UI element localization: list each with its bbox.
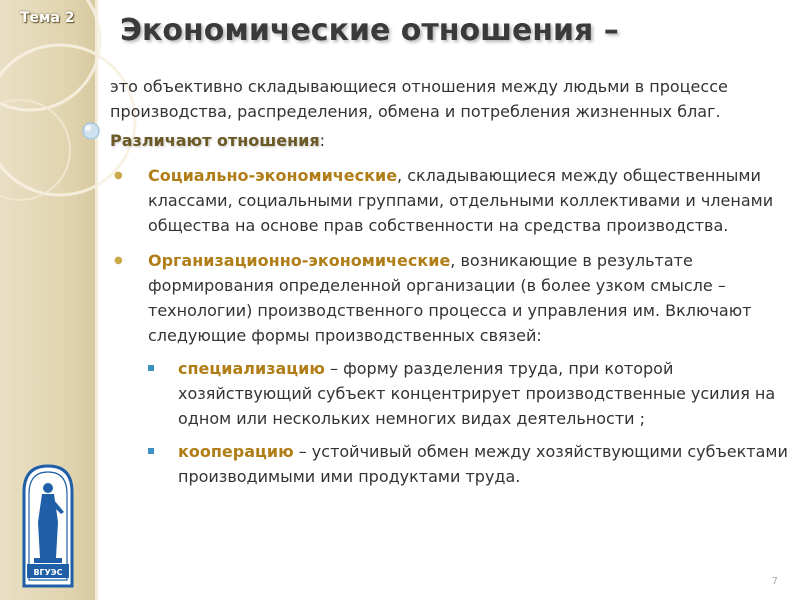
sub-bullet-item [110,356,790,431]
definition-text: это объективно складывающиеся отношения между людьми в процессе производства, распределения, обмена и потребления жизненных благ. [110,77,728,121]
subheading [110,128,790,153]
topic-label: Тема 2 [20,10,75,26]
sub-bullet-text: – форму разделения труда, при которой хозяйствующий субъект концентрирует производственные усилия на одном или нескольких немногих видах деятельности ; [178,359,776,428]
university-logo [20,462,76,590]
sub-bullet-term: специализацию [178,359,325,378]
sub-bullet-text: – устойчивый обмен между хозяйствующими субъектами производимыми ими продуктами труда. [178,442,788,486]
band-edge-line [95,0,98,600]
bullet-item [110,163,790,238]
subheading-colon: : [319,131,326,150]
slide-title: Экономические отношения – [120,13,619,48]
square-bullet-icon [148,448,154,454]
bullet-term: Социально-экономические [148,166,398,185]
sub-bullet-item [110,439,790,489]
bullet-text: , складывающиеся между общественными классами, социальными группами, отдельными коллективами и членами общества на основе прав собственности на средства производства. [148,166,774,235]
bullet-item [110,248,790,348]
logo-text: ВГУЭС [33,568,63,577]
sub-bullet-term: кооперацию [178,442,294,461]
bullet-dot-icon: ● [114,255,123,266]
square-bullet-icon [148,365,154,371]
slide-content [110,74,790,489]
bullet-term: Организационно-экономические [148,251,451,270]
bullet-dot-icon: ● [114,170,123,181]
subheading-emphasis: Различают отношения [110,131,320,150]
bullet-text: , возникающие в результате формирования определенной организации (в более узком смысле – технологии) производственного процесса и управления им. Включают следующие формы производственных связей: [148,251,752,345]
page-number: 7 [771,576,778,587]
